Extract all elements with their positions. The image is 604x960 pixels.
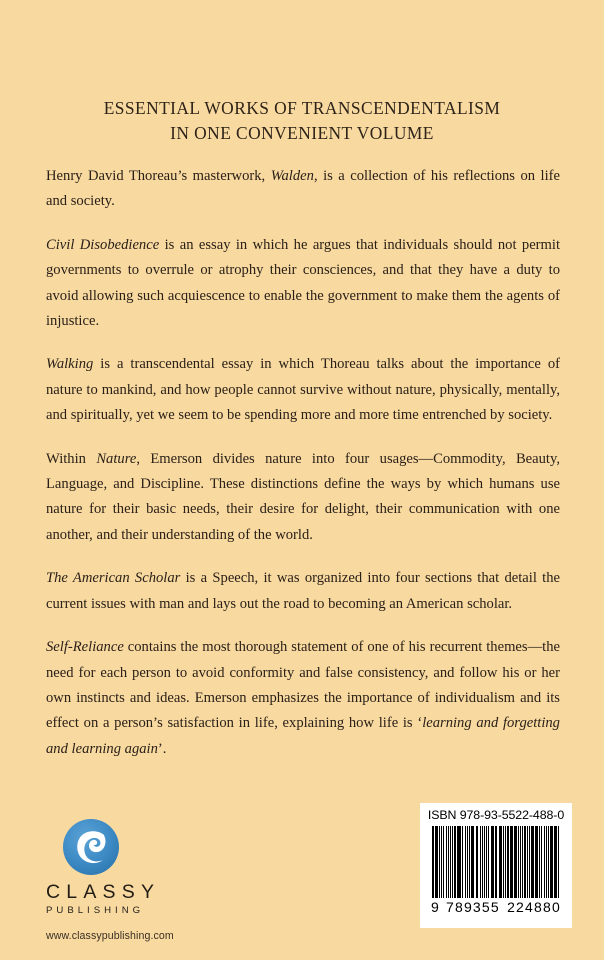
paragraph-text: Within bbox=[46, 450, 97, 467]
isbn-barcode-panel bbox=[420, 803, 572, 928]
work-title: Civil Disobedience bbox=[46, 236, 160, 253]
paragraph-text: Henry David Thoreau’s masterwork, bbox=[46, 168, 271, 184]
page-title bbox=[46, 96, 558, 146]
barcode-bar bbox=[559, 826, 561, 898]
page-title-line-2: IN ONE CONVENIENT VOLUME bbox=[170, 123, 434, 143]
paragraph-text: contains the most thorough statement of one of his recurrent themes—the need for each person to avoid conformity and false consistency, and follow his or her own instincts and ideas. Emerson emphasizes the importance of individualism and its effect on a person’s satisfaction in life, explaining how life is ‘ bbox=[46, 639, 560, 732]
blurb-paragraph bbox=[46, 352, 560, 428]
paragraph-text: ’. bbox=[157, 740, 167, 757]
work-title: The American Scholar bbox=[46, 570, 181, 587]
page-title-line-1: ESSENTIAL WORKS OF TRANSCENDENTALISM bbox=[103, 98, 501, 118]
paragraph-text: is an essay in which he argues that individuals should not permit governments to overrule or atrophy their consciences, and that they have a duty to avoid allowing such acquiescence to enable the government to make them the agents of injustice. bbox=[46, 236, 560, 330]
publisher-block bbox=[46, 818, 236, 942]
blurb-text-block bbox=[46, 164, 560, 762]
work-title: Self-Reliance bbox=[46, 639, 124, 656]
isbn-label: ISBN 978-93-5522-488-0 bbox=[427, 808, 565, 822]
work-title: Nature bbox=[96, 450, 137, 467]
barcode-digit-group-2: 224880 bbox=[507, 899, 561, 915]
paragraph-text: is a transcendental essay in which Thoreau talks about the importance of nature to mankind, and how people cannot survive without nature, physically, mentally, and spiritually, yet we seem to be spending more and more time entrenched by society. bbox=[46, 356, 560, 424]
work-title: Walking bbox=[46, 356, 94, 373]
paragraph-text: , is a collection of his reflections on life and society. bbox=[46, 168, 560, 210]
publisher-website[interactable]: www.classypublishing.com bbox=[46, 930, 174, 942]
barcode-digits bbox=[427, 899, 565, 915]
publisher-subtitle: PUBLISHING bbox=[46, 905, 145, 916]
paragraph-text: is a Speech, it was organized into four sections that detail the current issues with man and lays out the road to becoming an American scholar. bbox=[46, 570, 560, 612]
barcode-digit-group-1: 789355 bbox=[445, 899, 500, 915]
work-title: Walden bbox=[270, 168, 314, 184]
blurb-paragraph bbox=[46, 566, 560, 617]
blurb-paragraph bbox=[46, 233, 560, 335]
blurb-paragraph bbox=[46, 164, 560, 215]
paragraph-text: , Emerson divides nature into four usages—Commodity, Beauty, Language, and Discipline. These distinctions define the ways by which humans use nature for their basic needs, their desire for delight, their communication with one another, and their understanding of the world. bbox=[46, 450, 560, 543]
publisher-wordmark bbox=[46, 882, 236, 917]
blurb-paragraph bbox=[46, 635, 560, 762]
barcode-digit-lead: 9 bbox=[431, 899, 439, 915]
publisher-name: CLASSY bbox=[46, 881, 161, 903]
work-title: learning and forgetting and learning again bbox=[46, 715, 560, 757]
barcode-graphic bbox=[427, 826, 565, 898]
blurb-paragraph bbox=[46, 447, 560, 549]
classy-c-circle-logo-icon bbox=[62, 818, 120, 876]
